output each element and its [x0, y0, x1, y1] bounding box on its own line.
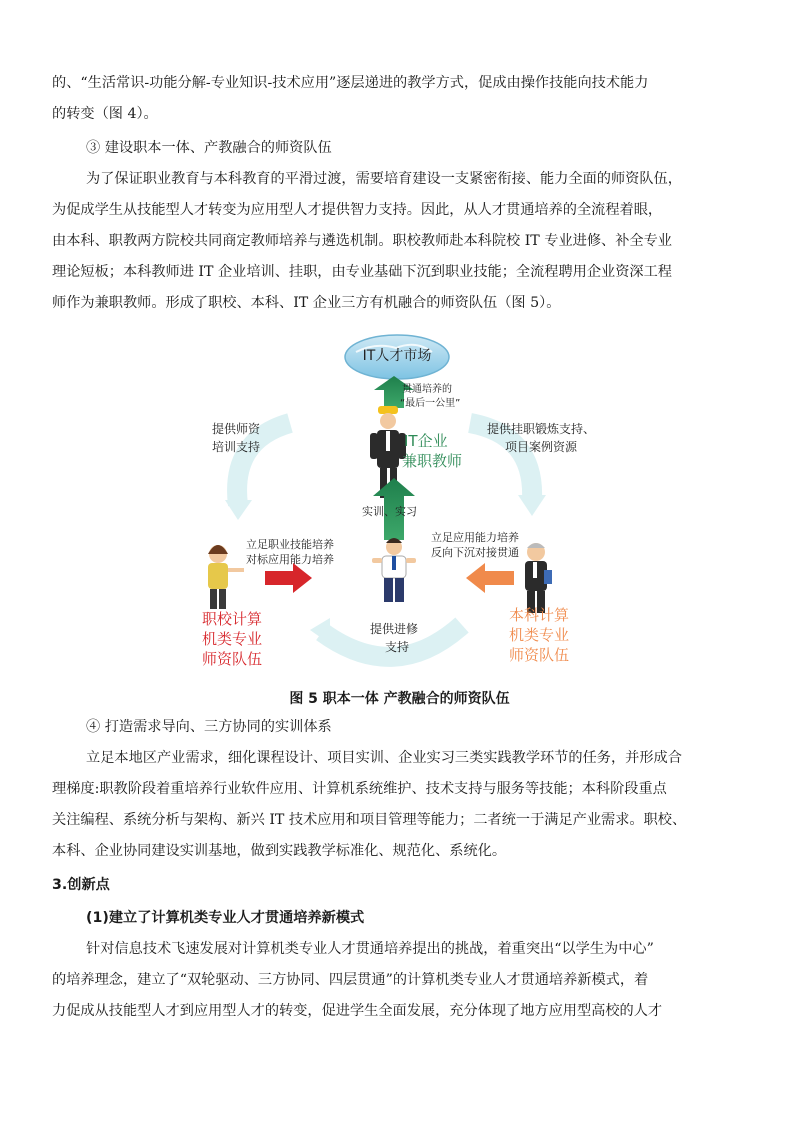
paragraph-line: 为促成学生从技能型人才转变为应用型人才提供智力支持。因此，从人才贯通培养的全流程着眼， [52, 202, 663, 218]
last-mile-1: 贯通培养的 [402, 384, 452, 395]
section-heading-3: ③ 建设职本一体、产教融合的师资队伍 [86, 140, 332, 156]
section-heading-4: ④ 打造需求导向、三方协同的实训体系 [86, 719, 332, 735]
subsection-heading: (1)建立了计算机类专业人才贯通培养新模式 [86, 910, 365, 926]
uni-label-2: 机类专业 [509, 626, 570, 644]
uni-label-1: 本科计算 [509, 606, 570, 624]
paragraph-line: 的转变（图 4）。 [52, 106, 158, 122]
study-label-1: 提供进修 [370, 622, 419, 636]
voc-label-3: 师资队伍 [202, 650, 263, 668]
market-label: IT人才市场 [362, 348, 432, 364]
train-right-1: 提供挂职锻炼支持、 [487, 422, 596, 436]
train-left-2: 培训支持 [212, 440, 261, 454]
arc-right-head [518, 495, 546, 516]
it-label-1: IT企业 [404, 432, 448, 450]
practice-label: 实训、实习 [362, 505, 417, 518]
voc-label-1: 职校计算 [202, 610, 263, 628]
paragraph-line: 关注编程、系统分析与架构、新兴 IT 技术应用和项目管理等能力；二者统一于满足产业需求。职校、 [52, 812, 687, 828]
paragraph-line: 为了保证职业教育与本科教育的平滑过渡，需要培育建设一支紧密衔接、能力全面的师资队伍， [86, 171, 682, 187]
paragraph-line: 立足本地区产业需求，细化课程设计、项目实训、企业实习三类实践教学环节的任务，并形成合 [86, 750, 682, 766]
it-label-2: 兼职教师 [402, 452, 463, 470]
vocational-teacher-icon [208, 545, 244, 609]
red-arrow-right [265, 563, 312, 593]
figure-5-diagram [0, 330, 799, 680]
student-icon [372, 538, 416, 602]
figure-caption: 图 5 职本一体 产教融合的师资队伍 [289, 691, 510, 707]
paragraph-line: 本科、企业协同建设实训基地，做到实践教学标准化、规范化、系统化。 [52, 843, 507, 859]
paragraph-line: 针对信息技术飞速发展对计算机类专业人才贯通培养提出的挑战，着重突出“以学生为中心” [86, 941, 654, 957]
last-mile-2: “最后一公里” [400, 398, 461, 409]
left-goal-2: 对标应用能力培养 [246, 553, 334, 566]
uni-label-3: 师资队伍 [509, 646, 570, 664]
arc-left-head [225, 500, 252, 520]
right-goal-1: 立足应用能力培养 [431, 531, 519, 544]
left-goal-1: 立足职业技能培养 [246, 538, 334, 551]
paragraph-line: 由本科、职教两方院校共同商定教师培养与遴选机制。职校教师赴本科院校 IT 专业进修、补全专业 [52, 233, 672, 249]
paragraph-line: 师作为兼职教师。形成了职校、本科、IT 企业三方有机融合的师资队伍（图 5）。 [52, 295, 561, 311]
paragraph-line: 的、“生活常识-功能分解-专业知识-技术应用”逐层递进的教学方式，促成由操作技能向技术能力 [52, 75, 649, 91]
paragraph-line: 理论短板；本科教师进 IT 企业培训、挂职，由专业基础下沉到职业技能；全流程聘用企业资深工程 [52, 264, 672, 280]
train-right-2: 项目案例资源 [505, 440, 578, 454]
train-left-1: 提供师资 [212, 422, 261, 436]
university-teacher-icon [525, 543, 552, 613]
voc-label-2: 机类专业 [202, 630, 263, 648]
right-goal-2: 反向下沉对接贯通 [431, 546, 519, 559]
paragraph-line: 理梯度:职教阶段着重培养行业软件应用、计算机系统维护、技术支持与服务等技能；本科阶段重点 [52, 781, 667, 797]
section-heading-innovation: 3.创新点 [52, 877, 110, 893]
paragraph-line: 力促成从技能型人才到应用型人才的转变，促进学生全面发展，充分体现了地方应用型高校的人才 [52, 1003, 663, 1019]
orange-arrow-left [466, 563, 514, 593]
paragraph-line: 的培养理念，建立了“双轮驱动、三方协同、四层贯通”的计算机类专业人才贯通培养新模式，着 [52, 972, 649, 988]
study-label-2: 支持 [385, 640, 410, 654]
